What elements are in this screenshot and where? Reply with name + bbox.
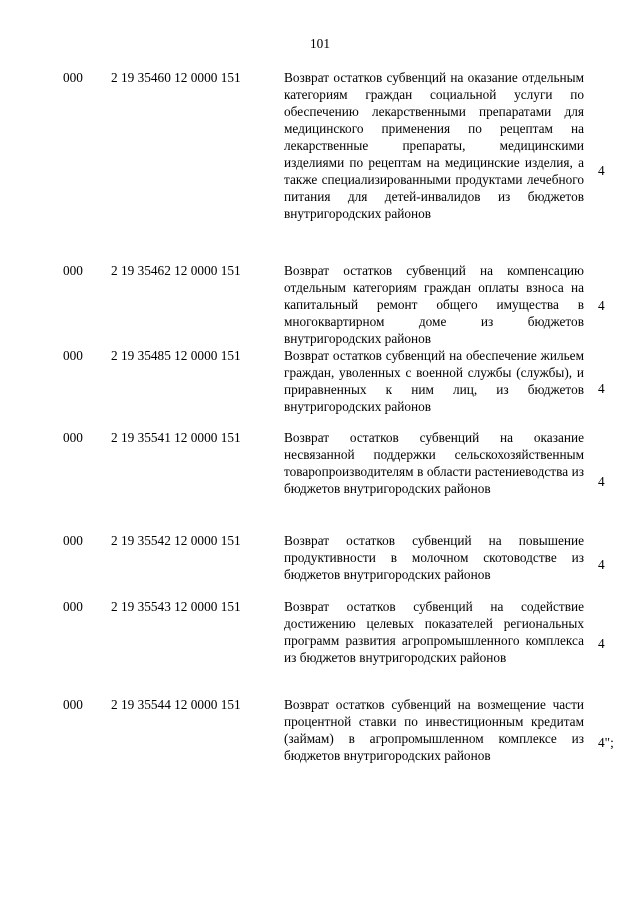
row-description: Возврат остатков субвенций на оказание отдельным категориям граждан социальной услуги по обеспечению лекарственными препаратами для медицинского применения по рецептам на лекарственные препараты, медицинскими изделиями по рецептам на медицинские изделия, а также специализированными продуктами лечебного питания для детей-инвалидов из бюджетов внутригородских районов bbox=[284, 70, 584, 221]
row-description: Возврат остатков субвенций на компенсацию отдельным категориям граждан оплаты взноса на капитальный ремонт общего имущества в многоквартирном доме из бюджетов внутригородских районов bbox=[284, 263, 584, 346]
page-number: 101 bbox=[310, 36, 330, 51]
norm-value: 4 bbox=[598, 557, 605, 572]
norm-value: 4 bbox=[598, 298, 605, 313]
admin-code: 000 bbox=[63, 430, 83, 445]
admin-code: 000 bbox=[63, 263, 83, 278]
admin-code: 000 bbox=[63, 70, 83, 85]
norm-value: 4 bbox=[598, 474, 605, 489]
admin-code: 000 bbox=[63, 348, 83, 363]
kbk-code: 2 19 35542 12 0000 151 bbox=[111, 533, 241, 548]
admin-code: 000 bbox=[63, 599, 83, 614]
row-description: Возврат остатков субвенций на возмещение части процентной ставки по инвестиционным кредитам (займам) в агропромышленном комплексе из бюджетов внутригородских районов bbox=[284, 697, 584, 763]
norm-value: 4 bbox=[598, 636, 605, 651]
row-description: Возврат остатков субвенций на оказание несвязанной поддержки сельскохозяйственным товаропроизводителям в области растениеводства из бюджетов внутригородских районов bbox=[284, 430, 584, 496]
row-description: Возврат остатков субвенций на обеспечение жильем граждан, уволенных с военной службы (службы), и приравненных к ним лиц, из бюджетов внутригородских районов bbox=[284, 348, 584, 414]
kbk-code: 2 19 35460 12 0000 151 bbox=[111, 70, 241, 85]
row-description: Возврат остатков субвенций на содействие достижению целевых показателей региональных программ развития агропромышленного комплекса из бюджетов внутригородских районов bbox=[284, 599, 584, 665]
row-description: Возврат остатков субвенций на повышение продуктивности в молочном скотоводстве из бюджетов внутригородских районов bbox=[284, 533, 584, 582]
norm-value: 4 bbox=[598, 381, 605, 396]
norm-value: 4 bbox=[598, 163, 605, 178]
kbk-code: 2 19 35544 12 0000 151 bbox=[111, 697, 241, 712]
admin-code: 000 bbox=[63, 697, 83, 712]
norm-value: 4"; bbox=[598, 735, 614, 750]
admin-code: 000 bbox=[63, 533, 83, 548]
kbk-code: 2 19 35485 12 0000 151 bbox=[111, 348, 241, 363]
kbk-code: 2 19 35541 12 0000 151 bbox=[111, 430, 241, 445]
kbk-code: 2 19 35462 12 0000 151 bbox=[111, 263, 241, 278]
kbk-code: 2 19 35543 12 0000 151 bbox=[111, 599, 241, 614]
